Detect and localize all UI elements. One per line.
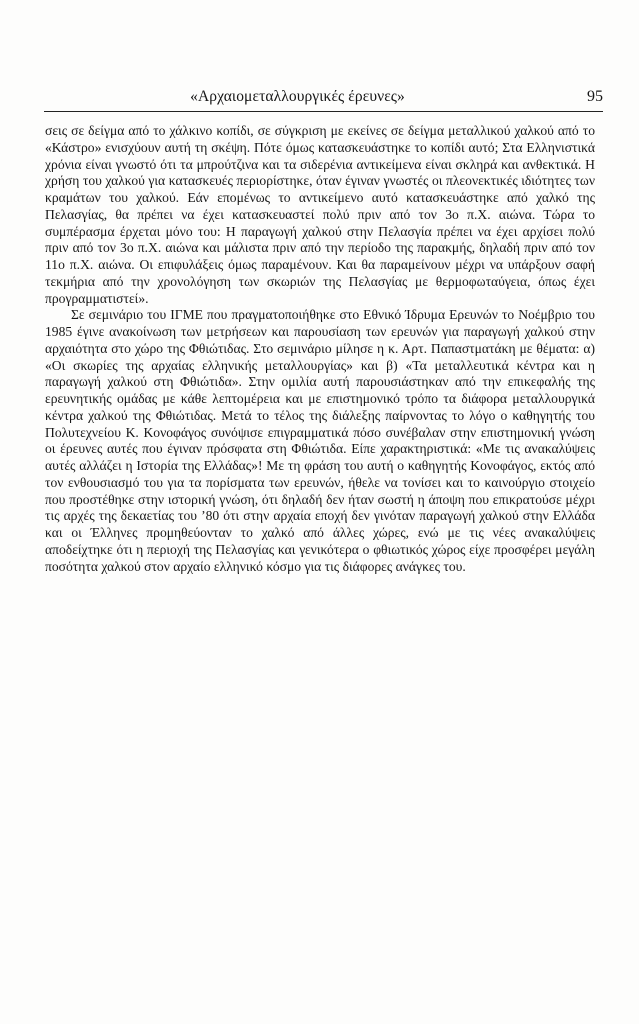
page-number: 95: [587, 88, 603, 105]
paragraph-continued: σεις σε δείγμα από το χάλκινο κοπίδι, σε σύγκριση με εκείνες σε δείγμα μεταλλικού χαλκού από το «Κάστρο» ενισχύουν αυτή τη σκέψη. Πότε όμως κατασκευάστηκε το κοπίδι αυτό; Στα Ελληνιστικά χρόνια είναι γνωστό ότι τα μπρούτζινα και τα σιδερένια αντικείμενα είναι σκληρά και ανθεκτικά. Η χρήση του χαλκού για κατασκευές περιορίστηκε, όταν έγιναν γνωστές οι πλεονεκτικές ιδιότητες των κραμάτων του χαλκού. Εάν επομένως το αντικείμενο αυτό κατασκευάστηκε από χαλκό της Πελασγίας, θα πρέπει να έχει κατασκευαστεί πολύ πριν από τον 3ο π.Χ. αιώνα. Τώρα το συμπέρασμα έρχεται μόνο του: Η παραγωγή χαλκού στην Πελασγία πρέπει να έχει αρχίσει πολύ πριν από τον 3ο π.Χ. αιώνα και μάλιστα πριν από την περίοδο της παρακμής, δηλαδή πριν από τον 11ο π.Χ. αιώνα. Οι επιφυλάξεις όμως παραμένουν. Και θα παραμείνουν μέχρι να υπάρξουν σαφή τεκμήρια από την χρονολόγηση των σκωριών της Πελασγίας με θερμοφωταύγεια, όπως έχει προγραμματιστεί».: [45, 123, 595, 306]
running-header: [44, 88, 603, 110]
body-text: [45, 123, 595, 575]
paragraph-seminar: Σε σεμινάριο του ΙΓΜΕ που πραγματοποιήθηκε στο Εθνικό Ίδρυμα Ερευνών το Νοέμβριο του 1985 έγινε ανακοίνωση των μετρήσεων και παρουσίαση των ερευνών για παραγωγή χαλκού στην αρχαιότητα στο χώρο της Φθιώτιδας. Στο σεμινάριο μίλησε η κ. Αρτ. Παπαστματάκη με θέματα: α) «Οι σκωρίες της αρχαίας ελληνικής μεταλλουργίας» και β) «Τα μεταλλευτικά κέντρα και η παραγωγή χαλκού στη Φθιώτιδα». Στην ομιλία αυτή παρουσιάστηκαν από την επικεφαλής της ερευνητικής ομάδας με κάθε λεπτομέρεια και με επιστημονικό τρόπο τα διάφορα μεταλλουργικά κέντρα χαλκού της Φθιώτιδας. Μετά το τέλος της διάλεξης παίρνοντας το λόγο ο καθηγητής του Πολυτεχνείου Κ. Κονοφάγος συνόψισε επιγραμματικά πόσο συνέβαλαν στην επιστημονική γνώση οι έρευνες αυτές που έγιναν πρόσφατα στη Φθιώτιδα. Είπε χαρακτηριστικά: «Με τις ανακαλύψεις αυτές αλλάζει η Ιστορία της Ελλάδας»! Με τη φράση του αυτή ο καθηγητής Κονοφάγος, εκτός από τον ενθουσιασμό του για τα πορίσματα των ερευνών, ήθελε να τονίσει και το καινούργιο στοιχείο που προστέθηκε στην ιστορική γνώση, ότι δηλαδή δεν ήταν σωστή η άποψη που επικρατούσε μέχρι τις αρχές της δεκαετίας του ’80 ότι στην αρχαία εποχή δεν γινόταν παραγωγή χαλκού στην Ελλάδα και οι Έλληνες προμηθεύονταν το χαλκό από άλλες χώρες, ενώ με τις νέες ανακαλύψεις αποδείχτηκε ότι η περιοχή της Πελασγίας και γενικότερα ο φθιωτικός χώρος είχε προσφέρει μεγάλη ποσότητα χαλκού στον αρχαίο ελληνικό κόσμο για τις διάφορες ανάγκες του.: [45, 307, 595, 574]
header-rule: [44, 111, 603, 112]
running-header-title: «Αρχαιομεταλλουργικές έρευνες»: [190, 88, 405, 105]
